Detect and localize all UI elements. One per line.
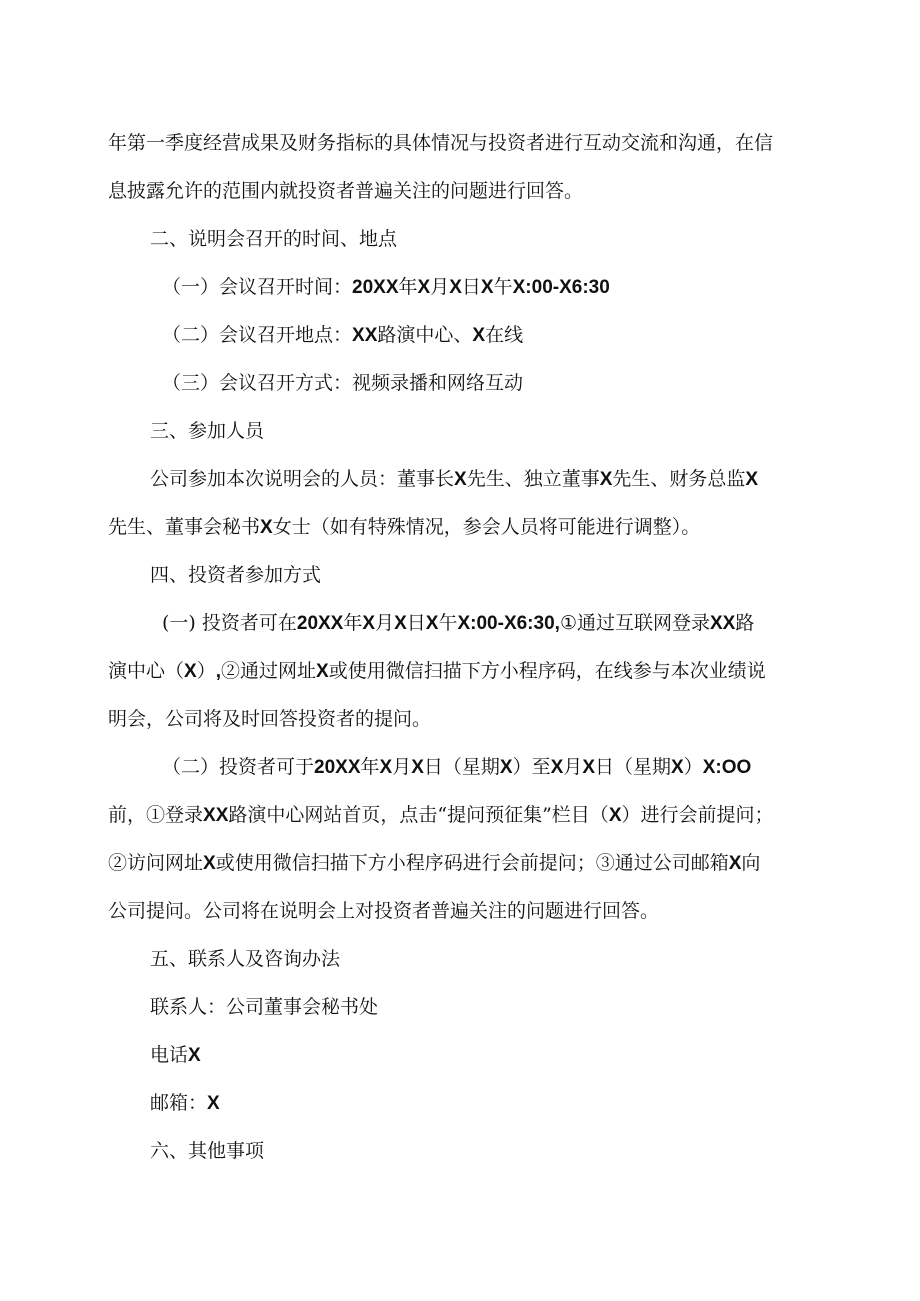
participants-line-1 bbox=[150, 467, 758, 492]
section-4-heading-text: 四、投资者参加方式 bbox=[150, 564, 322, 586]
text-fragment: 演中心（ bbox=[108, 660, 185, 682]
text-fragment: 公司提问。公司将在说明会上对投资者普遍关注的问题进行回答。 bbox=[108, 900, 660, 922]
text-fragment: X bbox=[362, 613, 376, 634]
meeting-venue-line bbox=[162, 323, 523, 348]
text-fragment: ①通过互联网登录 bbox=[559, 612, 710, 634]
text-fragment: X:00-X6:30, bbox=[457, 613, 560, 634]
text-fragment: 女士（如有特殊情况，参会人员将可能进行调整）。 bbox=[272, 516, 701, 538]
text-fragment: 午 bbox=[493, 276, 513, 298]
participation-2-line-2 bbox=[108, 803, 774, 828]
section-3-heading-text: 三、参加人员 bbox=[150, 420, 265, 442]
text-fragment: ）进行会前提问； bbox=[621, 804, 774, 826]
text-fragment: 日（星期 bbox=[595, 756, 672, 778]
section-6-heading-text: 六、其他事项 bbox=[150, 1140, 265, 1162]
text-fragment: 或使用微信扫描下方小程序码进行会前提问；③通过公司邮箱 bbox=[215, 852, 729, 874]
section-6-heading bbox=[150, 1139, 264, 1163]
text-fragment: ②访问网址 bbox=[108, 852, 204, 874]
text-fragment: 日（星期 bbox=[423, 756, 500, 778]
text-fragment: 路演中心、 bbox=[377, 324, 473, 346]
text-fragment: X bbox=[499, 757, 513, 778]
meeting-ampm: X bbox=[480, 277, 494, 298]
meeting-time-line bbox=[162, 275, 610, 300]
section-2-heading-text: 二、说明会召开的时间、地点 bbox=[150, 228, 398, 250]
text-fragment: 路演中心网站首页，点击“提问预征集”栏目（ bbox=[228, 804, 609, 826]
meeting-time-label: （一）会议召开时间： bbox=[162, 276, 353, 298]
participation-2-line-1 bbox=[162, 755, 751, 780]
text-fragment: 前，①登录 bbox=[108, 804, 204, 826]
contact-text: 联系人：公司董事会秘书处 bbox=[150, 996, 379, 1018]
contact-line bbox=[150, 995, 378, 1019]
text-fragment: 午 bbox=[438, 612, 458, 634]
text-fragment: , bbox=[215, 661, 221, 682]
meeting-method-text: （三）会议召开方式：视频录播和网络互动 bbox=[162, 372, 524, 394]
text-fragment: X bbox=[728, 853, 742, 874]
text-fragment: X bbox=[608, 805, 622, 826]
text-fragment: 日 bbox=[461, 276, 481, 298]
email-line bbox=[150, 1091, 220, 1116]
text-fragment: ） bbox=[683, 756, 703, 778]
intro-line-1 bbox=[108, 131, 773, 155]
participation-1-line-3 bbox=[108, 707, 431, 731]
meeting-day: X bbox=[449, 277, 462, 298]
text-fragment: X bbox=[379, 757, 393, 778]
text-fragment: X bbox=[550, 757, 564, 778]
text-fragment: X bbox=[671, 757, 684, 778]
text-fragment: X bbox=[203, 853, 216, 874]
text-fragment: 年 bbox=[398, 276, 418, 298]
text-fragment: 或使用微信扫描下方小程序码，在线参与本次业绩说 bbox=[328, 660, 766, 682]
email-value: X bbox=[207, 1093, 220, 1114]
text-fragment: (一) 投资者可在 bbox=[162, 612, 297, 634]
text-fragment: X bbox=[316, 661, 329, 682]
text-fragment: 先生、董事会秘书 bbox=[108, 516, 261, 538]
text-fragment: 向 bbox=[741, 852, 761, 874]
text-fragment: 20XX bbox=[296, 613, 344, 634]
participation-1-line-1 bbox=[162, 611, 754, 636]
online-code: X bbox=[472, 325, 486, 346]
text-fragment: X bbox=[425, 613, 439, 634]
section-3-heading bbox=[150, 419, 264, 443]
participation-2-line-3 bbox=[108, 851, 760, 876]
text-fragment: 年 bbox=[360, 756, 380, 778]
text-fragment: （二）投资者可于 bbox=[162, 756, 315, 778]
text-fragment: 年 bbox=[343, 612, 363, 634]
text-fragment: ）至 bbox=[512, 756, 551, 778]
meeting-method-line bbox=[162, 371, 523, 395]
intro-line-2 bbox=[108, 179, 583, 203]
email-label: 邮箱： bbox=[150, 1092, 208, 1114]
text-fragment: 月 bbox=[375, 612, 395, 634]
text-fragment: 月 bbox=[563, 756, 583, 778]
text-fragment: 明会，公司将及时回答投资者的提问。 bbox=[108, 708, 432, 730]
phone-line bbox=[150, 1043, 201, 1068]
participation-2-line-4 bbox=[108, 899, 659, 923]
meeting-time: X:00-X6:30 bbox=[512, 277, 610, 298]
text-fragment: 月 bbox=[392, 756, 412, 778]
section-2-heading bbox=[150, 227, 397, 251]
chairman-name: X bbox=[454, 469, 467, 490]
intro-text-1: 年第一季度经营成果及财务指标的具体情况与投资者进行互动交流和沟通，在信 bbox=[108, 132, 774, 154]
section-5-heading bbox=[150, 947, 340, 971]
phone-label: 电话 bbox=[150, 1044, 189, 1066]
text-fragment: 先生、独立董事 bbox=[466, 468, 600, 490]
meeting-month: X bbox=[417, 277, 431, 298]
section-5-heading-text: 五、联系人及咨询办法 bbox=[150, 948, 341, 970]
section-4-heading bbox=[150, 563, 321, 587]
text-fragment: 先生、财务总监 bbox=[612, 468, 746, 490]
text-fragment: X bbox=[394, 613, 407, 634]
venue-code: XX bbox=[352, 325, 378, 346]
text-fragment: XX bbox=[203, 805, 229, 826]
text-fragment: 日 bbox=[406, 612, 426, 634]
text-fragment: 20XX bbox=[314, 757, 361, 778]
participation-1-line-2 bbox=[108, 659, 766, 684]
text-fragment: ②通过网址 bbox=[221, 660, 317, 682]
text-fragment: XX bbox=[709, 613, 736, 634]
director-name: X bbox=[599, 469, 613, 490]
meeting-venue-label: （二）会议召开地点： bbox=[162, 324, 353, 346]
cfo-name: X bbox=[745, 469, 759, 490]
participants-line-2 bbox=[108, 515, 700, 540]
text-fragment: X bbox=[411, 757, 424, 778]
intro-text-2: 息披露允许的范围内就投资者普遍关注的问题进行回答。 bbox=[108, 180, 584, 202]
secretary-name: X bbox=[260, 517, 273, 538]
text-fragment: 月 bbox=[430, 276, 450, 298]
meeting-year: 20XX bbox=[352, 277, 399, 298]
text-fragment: ） bbox=[196, 660, 216, 682]
text-fragment: X:OO bbox=[702, 757, 752, 778]
text-fragment: 在线 bbox=[485, 324, 524, 346]
text-fragment: 路 bbox=[735, 612, 755, 634]
text-fragment: X bbox=[582, 757, 596, 778]
phone-value: X bbox=[188, 1045, 201, 1066]
text-fragment: X bbox=[184, 661, 197, 682]
text-fragment: 公司参加本次说明会的人员：董事长 bbox=[150, 468, 455, 490]
